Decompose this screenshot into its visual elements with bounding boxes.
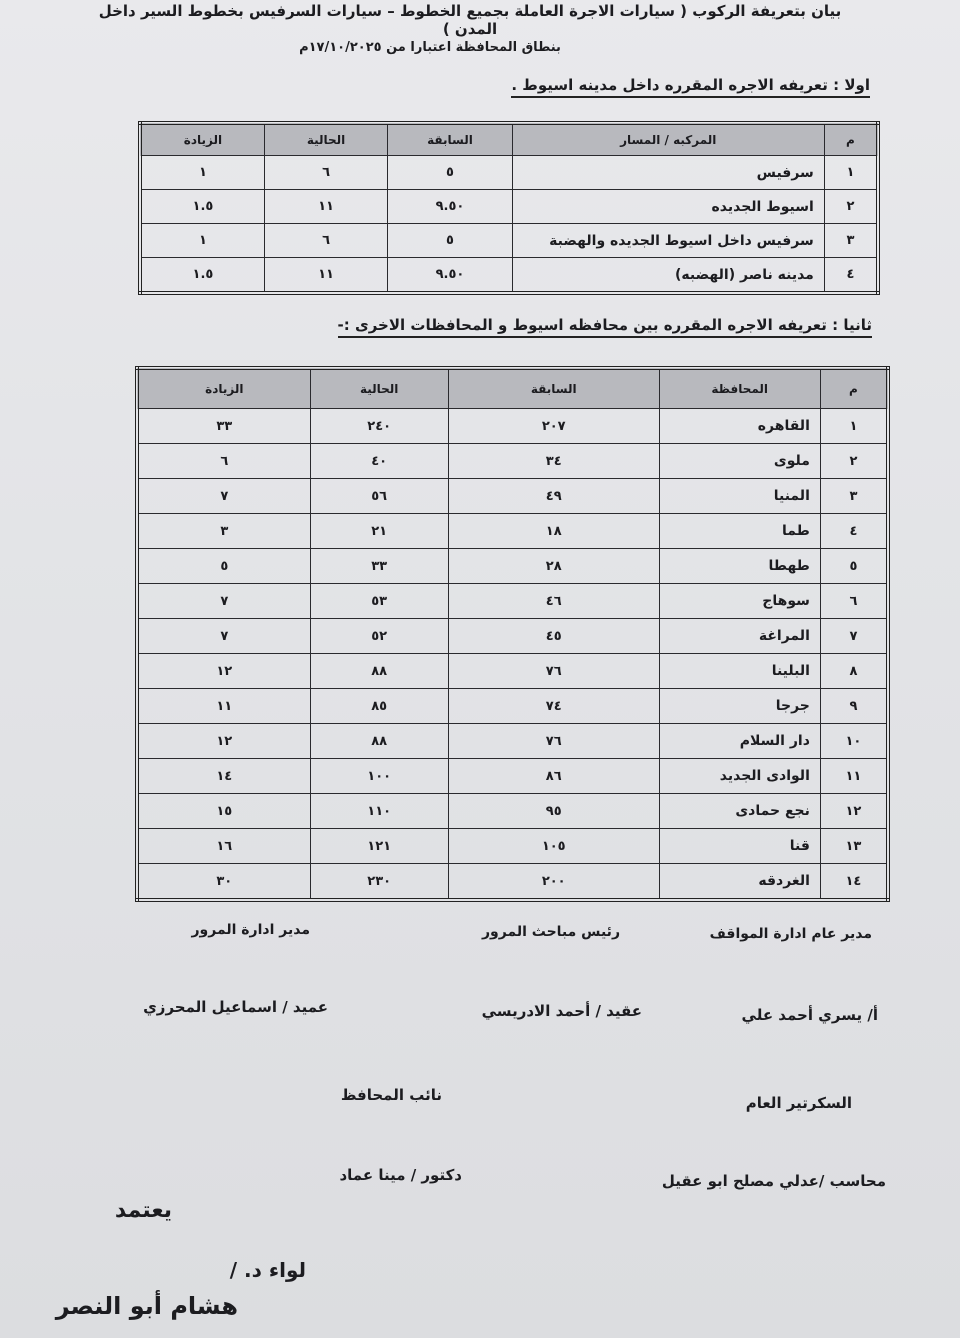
fare-increase: ٧	[137, 619, 310, 654]
current-fare: ٨٨	[310, 654, 448, 689]
previous-fare: ١٠٥	[448, 829, 659, 864]
signature-name-4: محاسب /عدلي مصلح ابو عقيل	[661, 1172, 886, 1190]
city-fares-table	[138, 121, 880, 295]
fare-increase: ١.٥	[140, 258, 264, 294]
previous-fare: ٩٥	[448, 794, 659, 829]
table-row	[140, 224, 878, 258]
table-row	[140, 258, 878, 294]
table-row	[137, 444, 888, 479]
fare-increase: ١٢	[137, 724, 310, 759]
table-row	[137, 619, 888, 654]
destination-name: ملوى	[659, 444, 820, 479]
row-index: ٧	[820, 619, 888, 654]
fare-increase: ١٦	[137, 829, 310, 864]
current-fare: ٥٢	[310, 619, 448, 654]
fare-increase: ٥	[137, 549, 310, 584]
section2-title: ثانيا : تعريفه الاجره المقرره بين محافظه اسيوط و المحافظات الاخرى :-	[338, 316, 872, 334]
col-curr: الحالية	[264, 123, 387, 156]
row-index: ٢	[820, 444, 888, 479]
previous-fare: ٢٠٧	[448, 409, 659, 444]
current-fare: ١١	[264, 190, 387, 224]
col-inc: الزيادة	[140, 123, 264, 156]
table-row	[137, 864, 888, 901]
fare-increase: ٣٣	[137, 409, 310, 444]
destination-name: الغردقه	[659, 864, 820, 901]
previous-fare: ٤٦	[448, 584, 659, 619]
route-name: سرفيس داخل اسيوط الجديده والهضبة	[512, 224, 824, 258]
current-fare: ٢١	[310, 514, 448, 549]
table-row	[137, 479, 888, 514]
fare-increase: ٧	[137, 479, 310, 514]
row-index: ١٤	[820, 864, 888, 901]
col-prev: السابقة	[448, 368, 659, 409]
row-index: ٢	[824, 190, 878, 224]
row-index: ١	[824, 156, 878, 190]
destination-name: القاهره	[659, 409, 820, 444]
table-row	[137, 794, 888, 829]
destination-name: طهطا	[659, 549, 820, 584]
fare-increase: ٣٠	[137, 864, 310, 901]
current-fare: ٦	[264, 156, 387, 190]
row-index: ٣	[824, 224, 878, 258]
col-route: المركبه / المسار	[512, 123, 824, 156]
col-destination: المحافظة	[659, 368, 820, 409]
row-index: ٩	[820, 689, 888, 724]
table-row	[137, 584, 888, 619]
destination-name: نجع حمادى	[659, 794, 820, 829]
table-row	[137, 514, 888, 549]
current-fare: ٥٣	[310, 584, 448, 619]
previous-fare: ٨٦	[448, 759, 659, 794]
destination-name: سوهاج	[659, 584, 820, 619]
signature-title-parking: مدير عام ادارة المواقف	[709, 926, 872, 942]
table-row	[137, 759, 888, 794]
fare-increase: ١٢	[137, 654, 310, 689]
fare-increase: ١٤	[137, 759, 310, 794]
previous-fare: ٧٦	[448, 724, 659, 759]
table-row	[140, 190, 878, 224]
previous-fare: ٤٥	[448, 619, 659, 654]
row-index: ١	[820, 409, 888, 444]
table-row	[137, 724, 888, 759]
previous-fare: ١٨	[448, 514, 659, 549]
current-fare: ١١٠	[310, 794, 448, 829]
col-index: م	[824, 123, 878, 156]
signature-name-2: عقيد / أحمد الادريسي	[481, 1002, 642, 1020]
row-index: ٣	[820, 479, 888, 514]
row-index: ١٣	[820, 829, 888, 864]
fare-increase: ١.٥	[140, 190, 264, 224]
row-index: ١٠	[820, 724, 888, 759]
row-index: ٦	[820, 584, 888, 619]
col-index: م	[820, 368, 888, 409]
destination-name: المراغة	[659, 619, 820, 654]
previous-fare: ٩.٥٠	[388, 190, 512, 224]
route-name: مدينه ناصر (الهضبه)	[512, 258, 824, 294]
signature-name-5: دكتور / مينا عماد	[339, 1166, 462, 1184]
signature-name-1: أ/ يسري أحمد علي	[741, 1006, 878, 1024]
signature-name-3: عميد / اسماعيل المحرزي	[143, 998, 328, 1016]
destination-name: طما	[659, 514, 820, 549]
route-name: اسيوط الجديده	[512, 190, 824, 224]
col-prev: السابقة	[388, 123, 512, 156]
current-fare: ٥٦	[310, 479, 448, 514]
current-fare: ٦	[264, 224, 387, 258]
previous-fare: ٧٦	[448, 654, 659, 689]
row-index: ٥	[820, 549, 888, 584]
table-row	[140, 156, 878, 190]
previous-fare: ٢٨	[448, 549, 659, 584]
current-fare: ٢٣٠	[310, 864, 448, 901]
section1-title: اولا : تعريفه الاجره المقرره داخل مدينه اسيوط .	[511, 76, 870, 94]
table-row	[137, 654, 888, 689]
current-fare: ١١	[264, 258, 387, 294]
signature-title-traffic-investigations: رئيس مباحث المرور	[481, 924, 620, 940]
signature-title-traffic-director: مدير ادارة المرور	[191, 922, 310, 938]
fare-increase: ١٥	[137, 794, 310, 829]
fare-increase: ٦	[137, 444, 310, 479]
row-index: ٨	[820, 654, 888, 689]
destination-name: الوادى الجديد	[659, 759, 820, 794]
row-index: ١٢	[820, 794, 888, 829]
route-name: سرفيس	[512, 156, 824, 190]
fare-increase: ٣	[137, 514, 310, 549]
table-header-row	[140, 123, 878, 156]
approval-name: هشام أبو النصر	[55, 1292, 238, 1320]
previous-fare: ٩.٥٠	[388, 258, 512, 294]
approval-label: يعتمد	[114, 1198, 172, 1223]
previous-fare: ٥	[388, 224, 512, 258]
fare-increase: ١	[140, 224, 264, 258]
header-line-1: بيان بتعريفة الركوب ( سيارات الاجرة العاملة بجميع الخطوط – سيارات السرفيس بخطوط السير داخل المدن )	[98, 2, 842, 38]
current-fare: ٤٠	[310, 444, 448, 479]
previous-fare: ٧٤	[448, 689, 659, 724]
destination-name: جرجا	[659, 689, 820, 724]
table-row	[137, 829, 888, 864]
previous-fare: ٣٤	[448, 444, 659, 479]
current-fare: ١٢١	[310, 829, 448, 864]
signature-title-deputy-governor: نائب المحافظ	[340, 1086, 442, 1104]
current-fare: ٨٥	[310, 689, 448, 724]
row-index: ١١	[820, 759, 888, 794]
current-fare: ٢٤٠	[310, 409, 448, 444]
header-line-2: بنطاق المحافظة اعتبارا من ١٧/١٠/٢٠٢٥م	[299, 40, 561, 55]
approval-rank: لواء د. /	[229, 1258, 306, 1282]
col-curr: الحالية	[310, 368, 448, 409]
fare-increase: ٧	[137, 584, 310, 619]
destination-name: المنيا	[659, 479, 820, 514]
previous-fare: ٥	[388, 156, 512, 190]
table-header-row	[137, 368, 888, 409]
table-row	[137, 689, 888, 724]
row-index: ٤	[820, 514, 888, 549]
row-index: ٤	[824, 258, 878, 294]
table-row	[137, 549, 888, 584]
fare-increase: ١١	[137, 689, 310, 724]
destination-name: قنا	[659, 829, 820, 864]
table-row	[137, 409, 888, 444]
destination-name: دار السلام	[659, 724, 820, 759]
current-fare: ٣٣	[310, 549, 448, 584]
destination-name: البلينا	[659, 654, 820, 689]
previous-fare: ٤٩	[448, 479, 659, 514]
previous-fare: ٢٠٠	[448, 864, 659, 901]
current-fare: ٨٨	[310, 724, 448, 759]
fare-increase: ١	[140, 156, 264, 190]
intercity-fares-table	[135, 366, 890, 902]
current-fare: ١٠٠	[310, 759, 448, 794]
col-inc: الزيادة	[137, 368, 310, 409]
signature-title-secretary-general: السكرتير العام	[745, 1094, 852, 1112]
